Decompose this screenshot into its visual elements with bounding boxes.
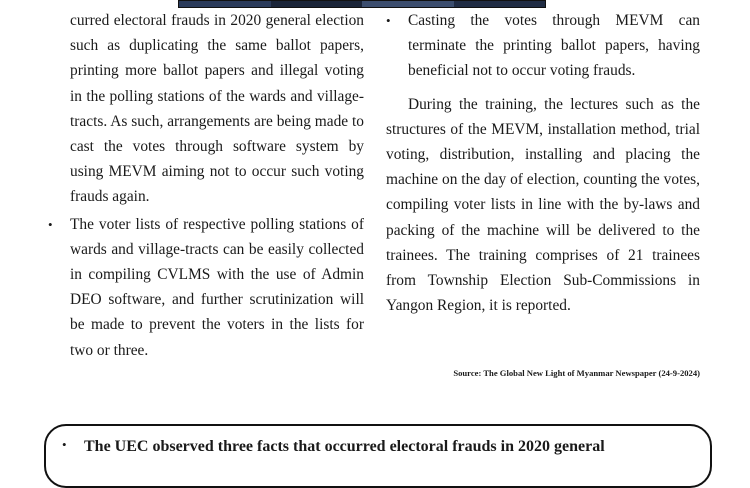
right-bullet-item [386, 8, 700, 84]
training-paragraph: During the training, the lectures such as the structures of the MEVM, installation method, trial voting, distribution, installing and placing the machine on the day of election, counting the votes, compiling voter lists in line with the by-laws and packing of the machine will be delivered to the trainees. The training comprises of 21 trainees from Township Election Sub-Commissions in Yangon Region, it is reported. [386, 95, 700, 315]
bullet-dot: • [386, 13, 391, 28]
fact-bullet-dot: • [62, 437, 67, 452]
left-continued-text: curred electoral frauds in 2020 general election such as duplicating the same ballot papers, printing more ballot papers and illegal voting in the polling stations of the wards and village-tracts. As such, arrangements are being made to cast the votes through software system by using MEVM aiming not to occur such voting frauds again. [70, 12, 364, 206]
left-bullet-text: The voter lists of respective polling stations of wards and village-tracts can be easily collected in compiling CVLMS with the use of Admin DEO software, and further scrutinization will be made to prevent the voters in the lists for two or three. [70, 215, 364, 359]
left-column [48, 8, 364, 363]
source-citation: Source: The Global New Light of Myanmar Newspaper (24-9-2024) [453, 368, 700, 378]
top-photo-strip [178, 0, 546, 8]
bullet-dot: • [48, 216, 53, 232]
right-column [386, 8, 700, 318]
left-bullet-item [48, 212, 364, 363]
right-bullet-text: Casting the votes through MEVM can terminate the printing ballot papers, having beneficial not to occur voting frauds. [408, 12, 700, 80]
fact-box-text: The UEC observed three facts that occurred electoral frauds in 2020 general [84, 438, 605, 455]
